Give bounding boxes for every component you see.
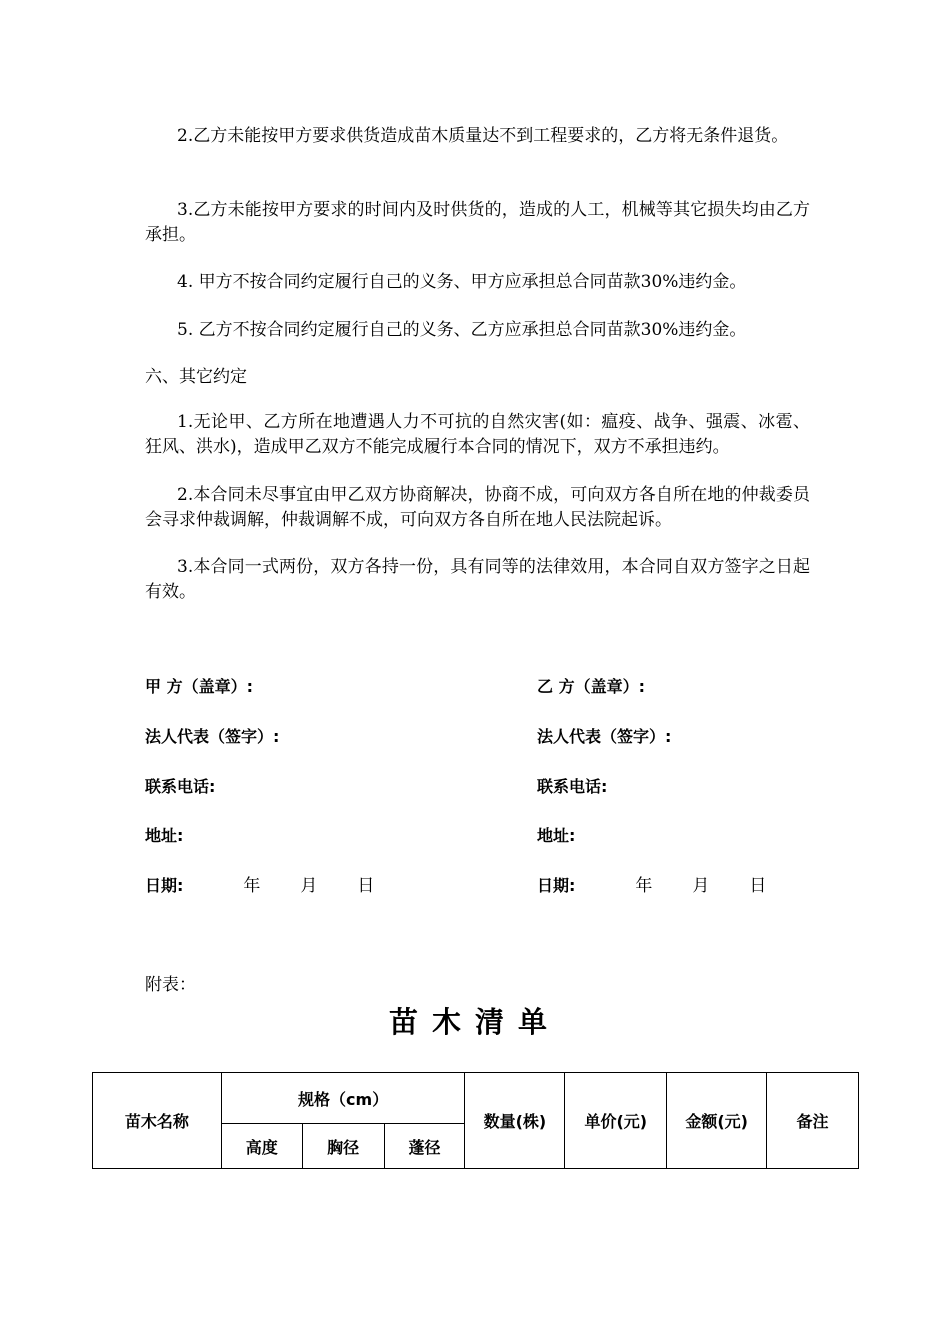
col-header-amount: 金额(元) <box>667 1073 767 1169</box>
party-b-legal-rep-label: 法人代表（签字）: <box>537 727 672 746</box>
party-a-year: 年 <box>243 876 261 896</box>
party-b-seal <box>537 674 645 700</box>
other-item-3: 3.本合同一式两份，双方各持一份，具有同等的法律效用，本合同自双方签字之日起有效。 <box>145 557 810 602</box>
other-item-2: 2.本合同未尽事宜由甲乙双方协商解决，协商不成，可向双方各自所在地的仲裁委员会寻求仲裁调解，仲裁调解不成，可向双方各自所在地人民法院起诉。 <box>145 485 810 530</box>
clause-2: 2.乙方未能按甲方要求供货造成苗木质量达不到工程要求的，乙方将无条件退货。 <box>177 126 789 146</box>
party-b-month: 月 <box>692 876 710 896</box>
col-header-crown: 蓬径 <box>384 1124 465 1169</box>
party-b-address-label: 地址: <box>537 826 576 845</box>
party-a-legal-rep <box>145 724 279 750</box>
clause-4: 4. 甲方不按合同约定履行自己的义务、甲方应承担总合同苗款30%违约金。 <box>177 272 747 292</box>
col-header-name: 苗木名称 <box>93 1073 222 1169</box>
nursery-list-title: 苗木清单 <box>388 1005 561 1039</box>
col-header-qty: 数量(株) <box>465 1073 565 1169</box>
party-b-legal-rep <box>537 724 671 750</box>
party-b-date-label: 日期: <box>537 876 576 895</box>
party-a-phone <box>145 774 215 800</box>
party-a-address <box>145 823 183 849</box>
clause-5: 5. 乙方不按合同约定履行自己的义务、乙方应承担总合同苗款30%违约金。 <box>177 320 747 340</box>
party-b-seal-label: 乙 方（盖章）: <box>537 677 645 696</box>
section-heading-other: 六、其它约定 <box>145 367 247 387</box>
col-header-unit-price: 单价(元) <box>565 1073 667 1169</box>
table-header-row <box>93 1073 859 1124</box>
party-a-date <box>145 873 374 899</box>
party-a-address-label: 地址: <box>145 826 184 845</box>
party-b-phone-label: 联系电话: <box>537 777 608 796</box>
party-a-day: 日 <box>357 876 375 896</box>
party-b-year: 年 <box>635 876 653 896</box>
party-a-seal <box>145 674 253 700</box>
col-header-spec: 规格（cm） <box>221 1073 465 1124</box>
party-b-phone <box>537 774 607 800</box>
party-b-address <box>537 823 575 849</box>
nursery-list-table <box>92 1072 859 1169</box>
col-header-dbh: 胸径 <box>302 1124 384 1169</box>
other-item-1: 1.无论甲、乙方所在地遭遇人力不可抗的自然灾害(如：瘟疫、战争、强震、冰雹、狂风、洪水)，造成甲乙双方不能完成履行本合同的情况下，双方不承担违约。 <box>145 412 810 457</box>
party-a-seal-label: 甲 方（盖章）: <box>145 677 253 696</box>
party-b-day: 日 <box>749 876 767 896</box>
party-a-phone-label: 联系电话: <box>145 777 216 796</box>
col-header-height: 高度 <box>221 1124 302 1169</box>
party-a-legal-rep-label: 法人代表（签字）: <box>145 727 280 746</box>
party-b-date <box>537 873 766 899</box>
party-a-date-label: 日期: <box>145 876 184 895</box>
party-a-month: 月 <box>300 876 318 896</box>
appendix-label: 附表： <box>145 975 196 995</box>
col-header-remark: 备注 <box>767 1073 859 1169</box>
clause-3: 3.乙方未能按甲方要求的时间内及时供货的，造成的人工，机械等其它损失均由乙方承担。 <box>145 200 810 245</box>
